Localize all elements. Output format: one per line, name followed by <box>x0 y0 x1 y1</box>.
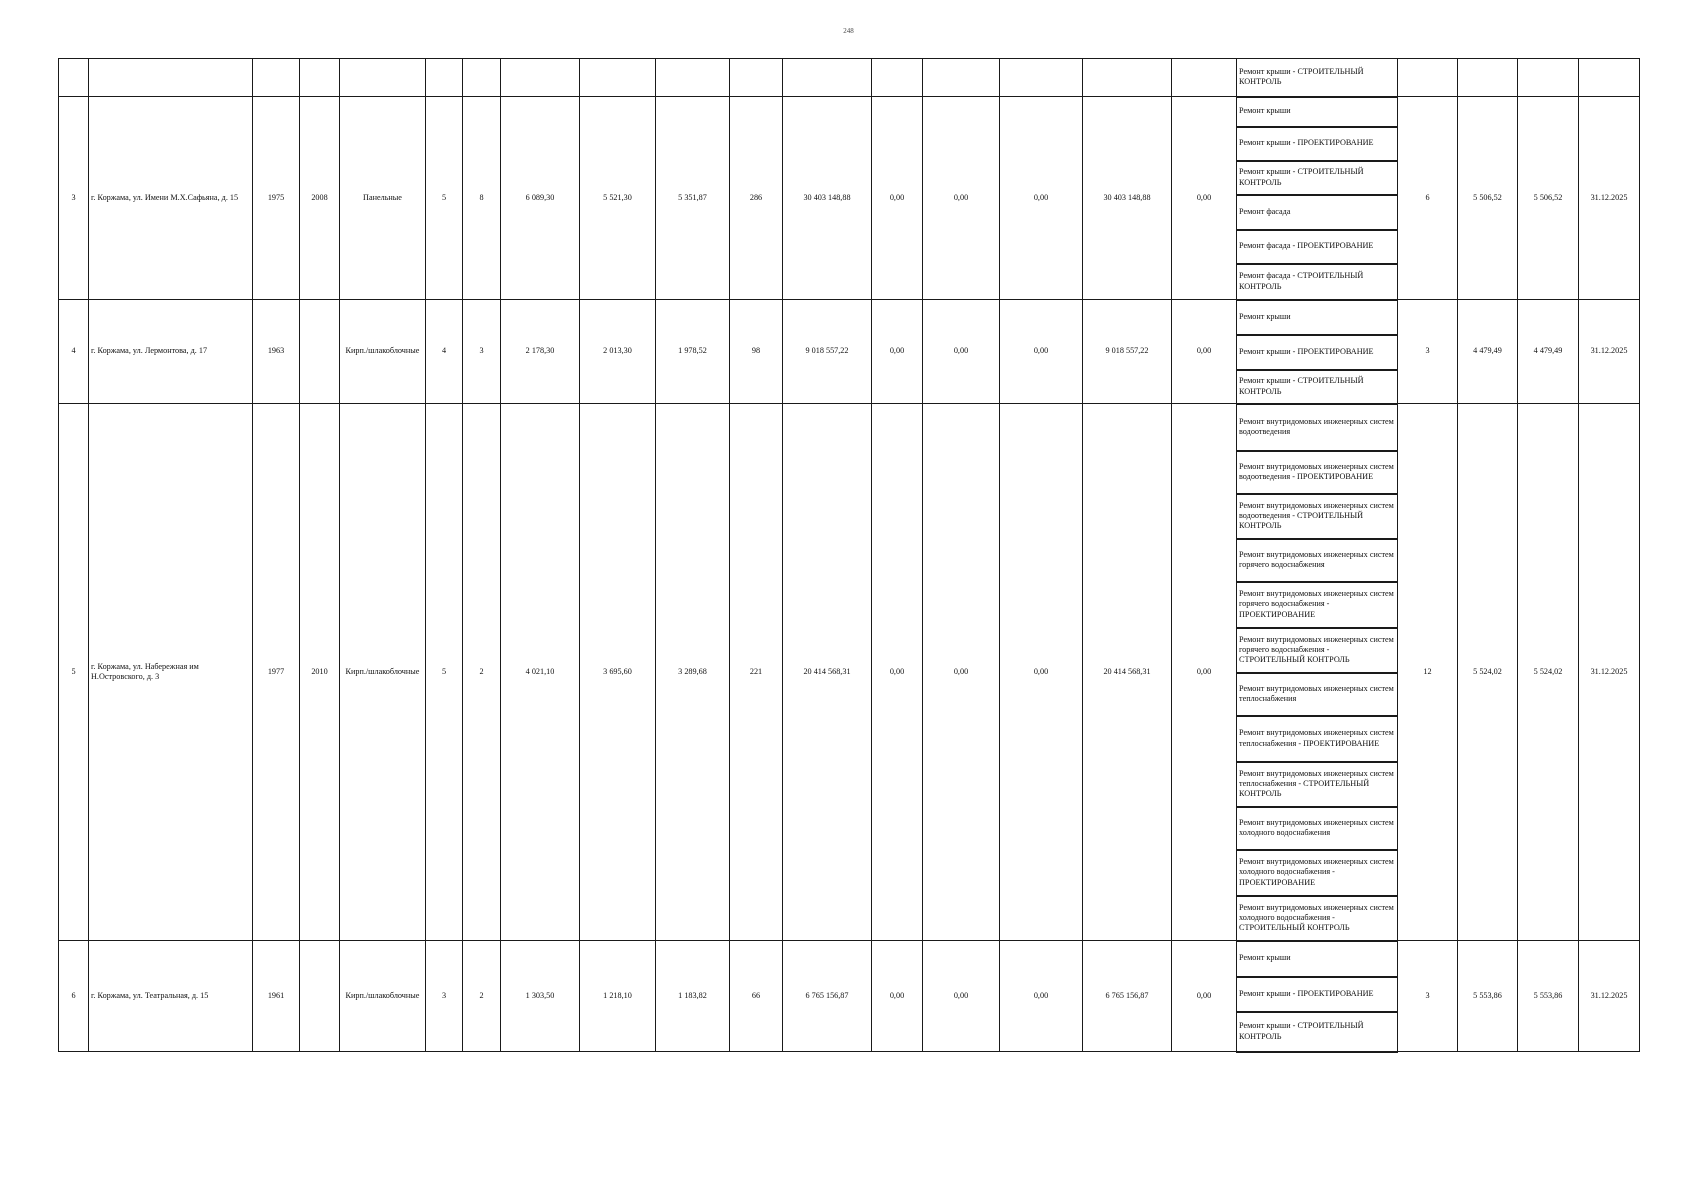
work-item-label: Ремонт внутридомовых инженерных систем теплоснабжения - ПРОЕКТИРОВАНИЕ <box>1239 728 1394 748</box>
work-item-label: Ремонт внутридомовых инженерных систем теплоснабжения - СТРОИТЕЛЬНЫЙ КОНТРОЛЬ <box>1239 768 1394 799</box>
work-item <box>1237 195 1398 230</box>
residential-area-cell: 5 351,87 <box>656 97 730 300</box>
overhaul-register-table <box>58 58 1640 1053</box>
floors-cell: 5 <box>426 404 463 941</box>
work-item <box>1237 404 1398 451</box>
cost-other-cell: 0,00 <box>1172 97 1237 300</box>
cost-regional-cell: 0,00 <box>923 97 1000 300</box>
cost-total-cell: 9 018 557,22 <box>783 300 872 404</box>
work-item <box>1237 264 1398 300</box>
work-item-label: Ремонт крыши - ПРОЕКТИРОВАНИЕ <box>1239 138 1374 148</box>
work-item-label: Ремонт фасада - ПРОЕКТИРОВАНИЕ <box>1239 241 1374 251</box>
total-area-cell: 4 021,10 <box>501 404 580 941</box>
wall-material-cell: Кирп./шлакоблочные <box>340 941 426 1052</box>
work-item-label: Ремонт крыши <box>1239 106 1291 116</box>
works-count-cell: 3 <box>1398 300 1458 404</box>
work-item-label: Ремонт внутридомовых инженерных систем холодного водоснабжения - ПРОЕКТИРОВАНИЕ <box>1239 857 1394 887</box>
work-item-label: Ремонт крыши - СТРОИТЕЛЬНЫЙ КОНТРОЛЬ <box>1239 167 1364 187</box>
work-item <box>1237 97 1398 127</box>
entrances-cell: 8 <box>463 97 501 300</box>
work-item <box>1237 451 1398 494</box>
work-item-label: Ремонт внутридомовых инженерных систем горячего водоснабжения <box>1239 549 1394 569</box>
work-item <box>1237 59 1398 97</box>
entrances-cell: 2 <box>463 941 501 1052</box>
unit-cost-cell: 5 553,86 <box>1458 941 1518 1052</box>
entrances-cell: 3 <box>463 300 501 404</box>
work-item <box>1237 850 1398 896</box>
cost-other-cell: 0,00 <box>1172 300 1237 404</box>
empty-cell <box>1172 59 1237 97</box>
year-overhaul-cell <box>300 941 340 1052</box>
work-item-label: Ремонт крыши <box>1239 311 1291 321</box>
work-item <box>1237 370 1398 404</box>
empty-cell <box>1458 59 1518 97</box>
row-number: 4 <box>59 300 89 404</box>
empty-cell <box>923 59 1000 97</box>
residents-cell: 66 <box>730 941 783 1052</box>
work-item-label: Ремонт внутридомовых инженерных систем горячего водоснабжения - ПРОЕКТИРОВАНИЕ <box>1239 589 1394 619</box>
work-item-label: Ремонт крыши - СТРОИТЕЛЬНЫЙ КОНТРОЛЬ <box>1239 67 1364 87</box>
work-item-label: Ремонт крыши - СТРОИТЕЛЬНЫЙ КОНТРОЛЬ <box>1239 376 1364 396</box>
work-item-label: Ремонт внутридомовых инженерных систем теплоснабжения <box>1239 683 1394 703</box>
work-item-label: Ремонт фасада - СТРОИТЕЛЬНЫЙ КОНТРОЛЬ <box>1239 271 1364 291</box>
cost-local-cell: 0,00 <box>1000 941 1083 1052</box>
work-item <box>1237 807 1398 850</box>
cost-other-cell: 0,00 <box>1172 941 1237 1052</box>
empty-cell <box>340 59 426 97</box>
premises-area-cell: 1 218,10 <box>580 941 656 1052</box>
row-number: 5 <box>59 404 89 941</box>
cost-total-cell: 6 765 156,87 <box>783 941 872 1052</box>
work-item-label: Ремонт фасада <box>1239 206 1291 216</box>
work-item <box>1237 582 1398 628</box>
unit-cost-limit-cell: 4 479,49 <box>1518 300 1579 404</box>
wall-material-cell: Кирп./шлакоблочные <box>340 300 426 404</box>
cost-regional-cell: 0,00 <box>923 404 1000 941</box>
cost-owners-cell: 20 414 568,31 <box>1083 404 1172 941</box>
empty-cell <box>501 59 580 97</box>
year-built-cell: 1961 <box>253 941 300 1052</box>
empty-cell <box>656 59 730 97</box>
work-item <box>1237 127 1398 161</box>
premises-area-cell: 2 013,30 <box>580 300 656 404</box>
cost-fund-cell: 0,00 <box>872 300 923 404</box>
work-item <box>1237 762 1398 807</box>
table-row <box>59 300 1640 335</box>
work-item-label: Ремонт внутридомовых инженерных систем водоотведения - СТРОИТЕЛЬНЫЙ КОНТРОЛЬ <box>1239 500 1394 531</box>
total-area-cell: 1 303,50 <box>501 941 580 1052</box>
floors-cell: 4 <box>426 300 463 404</box>
empty-cell <box>1579 59 1640 97</box>
address-cell: г. Коржама, ул. Театральная, д. 15 <box>89 941 253 1052</box>
year-built-cell: 1963 <box>253 300 300 404</box>
work-item <box>1237 628 1398 673</box>
empty-cell <box>59 59 89 97</box>
cost-fund-cell: 0,00 <box>872 941 923 1052</box>
work-item-label: Ремонт крыши - ПРОЕКТИРОВАНИЕ <box>1239 346 1374 356</box>
row-number: 3 <box>59 97 89 300</box>
table-row <box>59 941 1640 977</box>
empty-cell <box>89 59 253 97</box>
work-item-label: Ремонт внутридомовых инженерных систем водоотведения <box>1239 416 1394 436</box>
work-item <box>1237 161 1398 195</box>
empty-cell <box>253 59 300 97</box>
work-item-label: Ремонт крыши - СТРОИТЕЛЬНЫЙ КОНТРОЛЬ <box>1239 1021 1364 1041</box>
cost-fund-cell: 0,00 <box>872 97 923 300</box>
cost-owners-cell: 30 403 148,88 <box>1083 97 1172 300</box>
residential-area-cell: 3 289,68 <box>656 404 730 941</box>
unit-cost-limit-cell: 5 506,52 <box>1518 97 1579 300</box>
residents-cell: 221 <box>730 404 783 941</box>
residents-cell: 98 <box>730 300 783 404</box>
work-item <box>1237 941 1398 977</box>
cost-regional-cell: 0,00 <box>923 300 1000 404</box>
cost-owners-cell: 6 765 156,87 <box>1083 941 1172 1052</box>
cost-other-cell: 0,00 <box>1172 404 1237 941</box>
cost-owners-cell: 9 018 557,22 <box>1083 300 1172 404</box>
cost-regional-cell: 0,00 <box>923 941 1000 1052</box>
floors-cell: 3 <box>426 941 463 1052</box>
empty-cell <box>463 59 501 97</box>
work-item <box>1237 539 1398 582</box>
works-count-cell: 3 <box>1398 941 1458 1052</box>
empty-cell <box>872 59 923 97</box>
cost-local-cell: 0,00 <box>1000 97 1083 300</box>
unit-cost-cell: 5 506,52 <box>1458 97 1518 300</box>
cost-total-cell: 20 414 568,31 <box>783 404 872 941</box>
year-overhaul-cell: 2010 <box>300 404 340 941</box>
total-area-cell: 2 178,30 <box>501 300 580 404</box>
work-item <box>1237 673 1398 716</box>
work-item-label: Ремонт внутридомовых инженерных систем водоотведения - ПРОЕКТИРОВАНИЕ <box>1239 461 1394 481</box>
empty-cell <box>1398 59 1458 97</box>
cost-total-cell: 30 403 148,88 <box>783 97 872 300</box>
work-item-label: Ремонт крыши - ПРОЕКТИРОВАНИЕ <box>1239 988 1374 998</box>
work-item <box>1237 494 1398 539</box>
works-count-cell: 12 <box>1398 404 1458 941</box>
year-overhaul-cell <box>300 300 340 404</box>
unit-cost-limit-cell: 5 553,86 <box>1518 941 1579 1052</box>
floors-cell: 5 <box>426 97 463 300</box>
entrances-cell: 2 <box>463 404 501 941</box>
work-item <box>1237 335 1398 370</box>
cost-local-cell: 0,00 <box>1000 300 1083 404</box>
table-row <box>59 97 1640 127</box>
cost-fund-cell: 0,00 <box>872 404 923 941</box>
works-count-cell: 6 <box>1398 97 1458 300</box>
wall-material-cell: Панельные <box>340 97 426 300</box>
table-body <box>59 59 1640 1052</box>
empty-cell <box>1000 59 1083 97</box>
address-cell: г. Коржама, ул. Набережная им Н.Островского, д. 3 <box>89 404 253 941</box>
empty-cell <box>426 59 463 97</box>
empty-cell <box>300 59 340 97</box>
unit-cost-cell: 5 524,02 <box>1458 404 1518 941</box>
deadline-cell: 31.12.2025 <box>1579 300 1640 404</box>
premises-area-cell: 5 521,30 <box>580 97 656 300</box>
empty-cell <box>783 59 872 97</box>
unit-cost-limit-cell: 5 524,02 <box>1518 404 1579 941</box>
address-cell: г. Коржама, ул. Лермонтова, д. 17 <box>89 300 253 404</box>
deadline-cell: 31.12.2025 <box>1579 97 1640 300</box>
work-item-label: Ремонт внутридомовых инженерных систем горячего водоснабжения - СТРОИТЕЛЬНЫЙ КОНТРОЛЬ <box>1239 634 1394 665</box>
unit-cost-cell: 4 479,49 <box>1458 300 1518 404</box>
year-built-cell: 1975 <box>253 97 300 300</box>
empty-cell <box>1083 59 1172 97</box>
empty-cell <box>1518 59 1579 97</box>
work-item <box>1237 716 1398 762</box>
row-number: 6 <box>59 941 89 1052</box>
work-item-label: Ремонт внутридомовых инженерных систем холодного водоснабжения - СТРОИТЕЛЬНЫЙ КОНТРОЛЬ <box>1239 902 1394 933</box>
work-item <box>1237 896 1398 941</box>
page-number: 248 <box>843 27 854 35</box>
cost-local-cell: 0,00 <box>1000 404 1083 941</box>
residential-area-cell: 1 978,52 <box>656 300 730 404</box>
work-item-label: Ремонт внутридомовых инженерных систем холодного водоснабжения <box>1239 817 1394 837</box>
work-item <box>1237 230 1398 264</box>
work-item <box>1237 1012 1398 1052</box>
empty-cell <box>730 59 783 97</box>
continuation-row <box>59 59 1640 97</box>
deadline-cell: 31.12.2025 <box>1579 404 1640 941</box>
address-cell: г. Коржама, ул. Имени М.Х.Сафьяна, д. 15 <box>89 97 253 300</box>
total-area-cell: 6 089,30 <box>501 97 580 300</box>
table-row <box>59 404 1640 451</box>
empty-cell <box>580 59 656 97</box>
wall-material-cell: Кирп./шлакоблочные <box>340 404 426 941</box>
premises-area-cell: 3 695,60 <box>580 404 656 941</box>
work-item <box>1237 300 1398 335</box>
work-item <box>1237 977 1398 1012</box>
residents-cell: 286 <box>730 97 783 300</box>
deadline-cell: 31.12.2025 <box>1579 941 1640 1052</box>
year-built-cell: 1977 <box>253 404 300 941</box>
year-overhaul-cell: 2008 <box>300 97 340 300</box>
work-item-label: Ремонт крыши <box>1239 953 1291 963</box>
residential-area-cell: 1 183,82 <box>656 941 730 1052</box>
